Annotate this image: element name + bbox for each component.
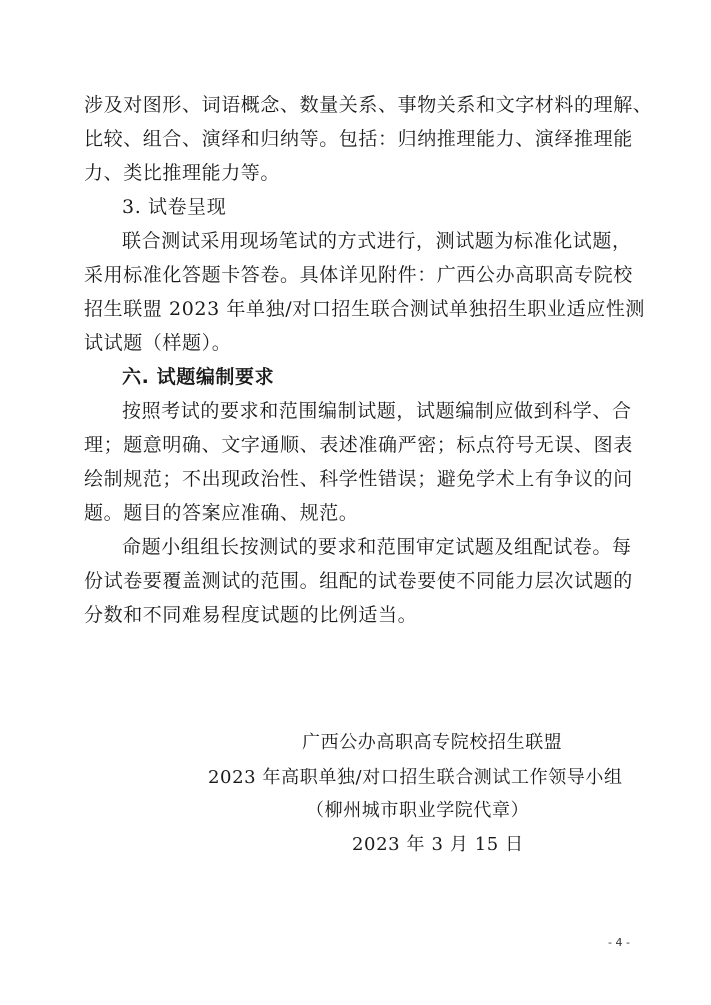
body-line: 分数和不同难易程度试题的比例适当。 bbox=[84, 604, 418, 626]
subsection-title: 3. 试卷呈现 bbox=[122, 196, 227, 218]
body-line: 题。题目的答案应准确、规范。 bbox=[84, 502, 359, 524]
body-line: 招生联盟 2023 年单独/对口招生联合测试单独招生职业适应性测 bbox=[84, 298, 646, 320]
signature-group: 2023 年高职单独/对口招生联合测试工作领导小组 bbox=[208, 767, 623, 788]
page-number: - 4 - bbox=[608, 936, 630, 949]
body-line: 力、类比推理能力等。 bbox=[84, 162, 281, 184]
body-line: 份试卷要覆盖测试的范围。组配的试卷要使不同能力层次试题的 bbox=[84, 570, 633, 592]
body-line: 涉及对图形、词语概念、数量关系、事物关系和文字材料的理解、 bbox=[84, 94, 653, 116]
body-line: 联合测试采用现场笔试的方式进行，测试题为标准化试题， bbox=[122, 230, 632, 252]
body-line: 理；题意明确、文字通顺、表述准确严密；标点符号无误、图表 bbox=[84, 434, 633, 456]
section-heading: 六. 试题编制要求 bbox=[122, 366, 275, 388]
body-line: 绘制规范；不出现政治性、科学性错误；避免学术上有争议的问 bbox=[84, 468, 633, 490]
signature-org: 广西公办高职高专院校招生联盟 bbox=[302, 732, 563, 753]
body-line: 按照考试的要求和范围编制试题，试题编制应做到科学、合 bbox=[122, 400, 632, 422]
signature-date: 2023 年 3 月 15 日 bbox=[352, 834, 524, 855]
body-line: 采用标准化答题卡答卷。具体详见附件：广西公办高职高专院校 bbox=[84, 264, 633, 286]
body-line: 试试题（样题）。 bbox=[84, 332, 232, 354]
signature-seal-note: （柳州城市职业学院代章） bbox=[306, 800, 530, 821]
body-line: 比较、组合、演绎和归纳等。包括：归纳推理能力、演绎推理能 bbox=[84, 128, 633, 150]
body-line: 命题小组组长按测试的要求和范围审定试题及组配试卷。每 bbox=[122, 536, 632, 558]
